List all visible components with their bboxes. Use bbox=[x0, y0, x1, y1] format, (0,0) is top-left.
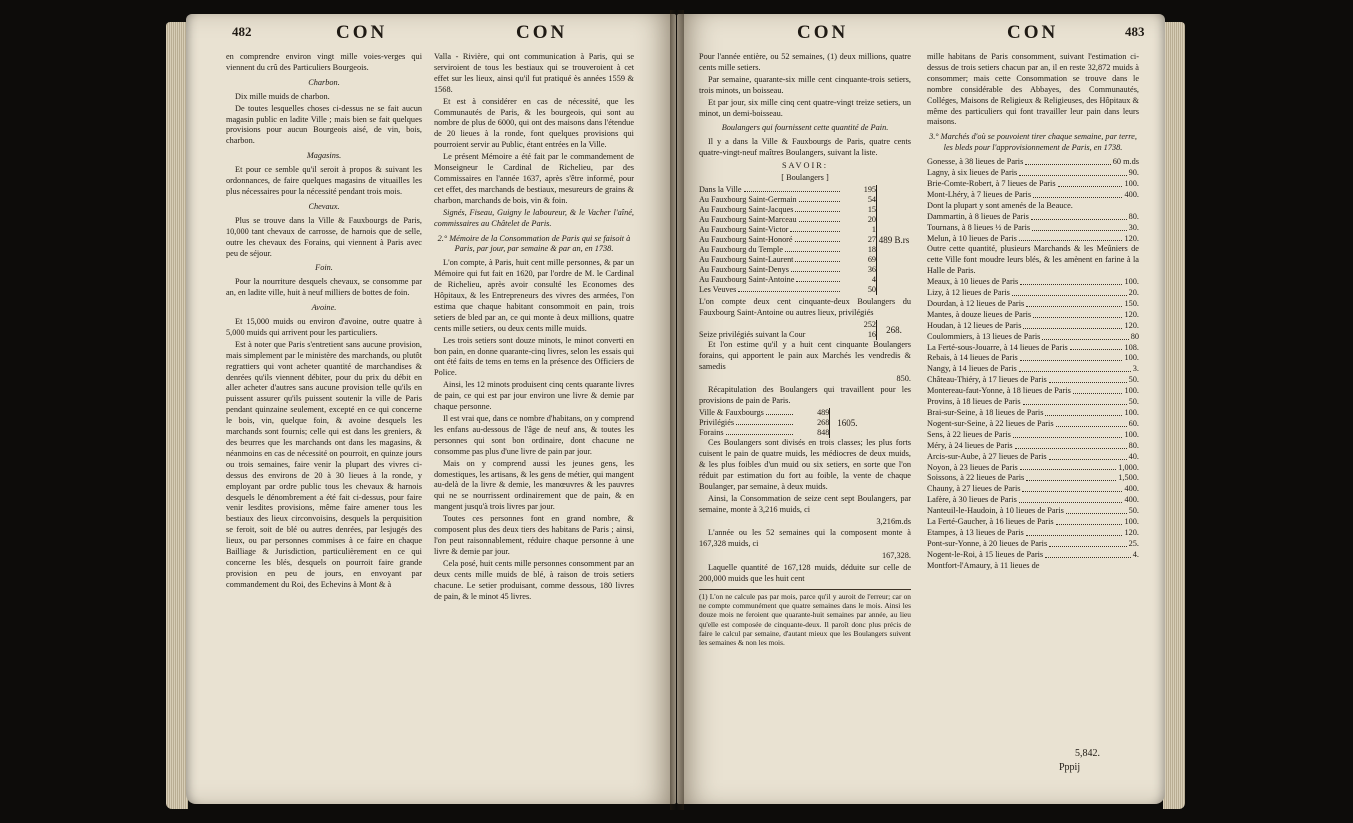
market-label: Brie-Comte-Robert, à 7 lieues de Paris bbox=[927, 178, 1056, 188]
market-label: Lafère, à 30 lieues de Paris bbox=[927, 495, 1017, 505]
market-value: 60. bbox=[1128, 418, 1139, 428]
market-label: Mantes, à douze lieues de Paris bbox=[927, 309, 1032, 319]
market-value: 25. bbox=[1128, 538, 1139, 548]
paragraph: L'année ou les 52 semaines qui la composent monte à 167,328 muids, ci bbox=[699, 528, 911, 549]
market-value: 60 m.ds bbox=[1112, 157, 1139, 167]
market-value: 80. bbox=[1128, 211, 1139, 221]
privileged-list bbox=[699, 320, 911, 340]
paragraph: Et pour ce semble qu'il seroit à propos & suivant les ordonnances, de faire quelques magasins de vituailles les plus nécessaires pour la nécessité pendant trois mois. bbox=[226, 165, 422, 196]
market-row bbox=[927, 506, 1139, 517]
market-label: Montfort-l'Amaury, à 11 lieues de bbox=[927, 560, 1040, 570]
market-row bbox=[927, 244, 1139, 277]
market-value: 400. bbox=[1124, 484, 1139, 494]
market-value: 1,000. bbox=[1118, 462, 1139, 472]
page-number: 483 bbox=[1125, 24, 1145, 39]
market-label: Coulommiers, à 13 lieues de Paris bbox=[927, 331, 1041, 341]
paragraph: Est à noter que Paris s'entretient sans aucune provision, mais simplement par le ministère des marchands, ou plutôt regrattiers qui vont acheter quantité de marchandises & denrées qu'ils viennent débiter, pour du prix du débit en aller acheter d'autres sans aucune provision telle qu'ils en puissent assurer qu'ils puissent soutenir la ville de Paris pendant quinzaine seulement, excepté en ce qui concerne le bois, vin, quelque foin, & avoine desquels les marchands sont fournis; celle qui est dans les greniers, & des beurres que les marchands ont dans les magasins, & néanmoins en cas de nécessité on pourroit, en quinze jours ou trois semaines, faire venir la plupart des vivres ci-dessus des environs de 20 à 30 lieues à la ronde, y employant par ordre public tous les chevaux & harnois desquels le dénombrement a été fait ci-dessus, pour faire venir lesdites provisions, même faire amener tous les bestiaux des lieux circonvoisins, desquels la perquisition se feroit, soit de blé ou autres denrées, par lesjugés des lieux, ou par personnes commises à ce faire en chaque Bailliage & Jurisdiction, particulièrement en ce qui concerne les blés, desquels on pourroit faire grande provision en peu de jours, en envoyant par commandement du Roi, des Echevins à Mont & à bbox=[226, 339, 422, 589]
market-label: Pont-sur-Yonne, à 20 lieues de Paris bbox=[927, 538, 1048, 548]
running-head: CON bbox=[336, 22, 388, 43]
bakers-heading: [ Boulangers ] bbox=[781, 173, 829, 183]
value: 54 bbox=[867, 194, 876, 204]
market-label: Montereau-faut-Yonne, à 18 lieues de Paris bbox=[927, 386, 1071, 396]
market-value: 80. bbox=[1128, 440, 1139, 450]
market-row bbox=[927, 430, 1139, 441]
market-row bbox=[927, 310, 1139, 321]
value: 252 bbox=[863, 319, 876, 329]
label: Privilégiés bbox=[699, 418, 735, 428]
market-row bbox=[927, 234, 1139, 245]
value: 27 bbox=[867, 234, 876, 244]
paragraph: Ces Boulangers sont divisés en trois classes; les plus forts cuisent le pain de quatre muids, les médiocres de deux muids, & les plus foibles d'un muid ou six setiers, en sorte que l'on réduit par estimation du fort au foible, la vente de chaque Boulanger, par semaine, à deux muids. bbox=[699, 438, 911, 491]
value: 268 bbox=[817, 418, 830, 428]
market-row bbox=[927, 332, 1139, 343]
market-value: 90. bbox=[1128, 168, 1139, 178]
label: Au Fauxbourg Saint-Germain bbox=[699, 194, 797, 204]
label: Au Fauxbourg Saint-Laurent bbox=[699, 254, 794, 264]
market-value: 100. bbox=[1124, 178, 1139, 188]
market-row bbox=[927, 528, 1139, 539]
paragraph: L'on compte deux cent cinquante-deux Boulangers du Fauxbourg Saint-Antoine ou autres lieux, privilégiés bbox=[699, 296, 911, 317]
list-label bbox=[699, 185, 842, 195]
value: 69 bbox=[867, 254, 876, 264]
list-item bbox=[699, 408, 864, 418]
signature-mark: Pppij bbox=[1059, 762, 1081, 773]
paragraph: Signés, Fiseau, Guigny le laboureur, & le Vacher l'aîné, commissaires au Châtelet de Paris. bbox=[434, 207, 634, 228]
market-label: Chauny, à 27 lieues de Paris bbox=[927, 484, 1021, 494]
value: 50 bbox=[867, 284, 876, 294]
paragraph: Pour la nourriture desquels chevaux, se consomme par an, en ladite ville, huit à neuf milliers de bottes de foin. bbox=[226, 277, 422, 298]
sum-note: 5,842. bbox=[1075, 748, 1100, 759]
market-row bbox=[927, 299, 1139, 310]
market-value: 100. bbox=[1124, 408, 1139, 417]
label: Les Veuves bbox=[699, 284, 737, 294]
left-column-2 bbox=[434, 52, 634, 603]
paragraph: Et par jour, six mille cinq cent quatre-vingt treize setiers, un minot, un demi-boisseau. bbox=[699, 97, 911, 118]
paragraph: Cela posé, huit cents mille personnes consomment par an deux cents mille muids de blé, à raison de trois setiers chacune. Le setier produisant, comme dessous, 180 livres de pain, & le minot 45 livres. bbox=[434, 558, 634, 601]
list-label bbox=[699, 205, 842, 215]
label: Au Fauxbourg Saint-Antoine bbox=[699, 274, 795, 284]
list-label bbox=[699, 245, 842, 255]
market-value: 120. bbox=[1124, 320, 1139, 330]
market-label: Rebais, à 14 lieues de Paris bbox=[927, 353, 1018, 363]
market-label: Etampes, à 13 lieues de Paris bbox=[927, 527, 1024, 537]
label: Au Fauxbourg Saint-Denys bbox=[699, 264, 789, 274]
market-label: Château-Thiéry, à 17 lieues de Paris bbox=[927, 375, 1047, 385]
market-value: 80 bbox=[1130, 331, 1139, 341]
market-label: Brai-sur-Seine, à 18 lieues de Paris bbox=[927, 408, 1044, 417]
market-value: 120. bbox=[1124, 527, 1139, 537]
list-label bbox=[699, 428, 795, 438]
list-item bbox=[699, 185, 911, 195]
market-value: 100. bbox=[1124, 429, 1139, 439]
recap-total: 1605. bbox=[830, 408, 865, 438]
value: 20 bbox=[867, 214, 876, 224]
list-label bbox=[699, 265, 842, 275]
right-column-2 bbox=[927, 52, 1139, 572]
right-page bbox=[677, 14, 1165, 804]
market-label: Nangy, à 14 lieues de Paris bbox=[927, 364, 1017, 374]
section-heading: 2.° Mémoire de la Consommation de Paris qui se faisoit à Paris, par jour, par semaine & par an, en 1738. bbox=[437, 233, 631, 254]
market-value: 400. bbox=[1124, 495, 1139, 505]
market-label: Dourdan, à 12 lieues de Paris bbox=[927, 298, 1025, 308]
right-column-1 bbox=[699, 52, 911, 647]
market-row bbox=[927, 190, 1139, 201]
value: 4 bbox=[871, 274, 876, 284]
market-row bbox=[927, 168, 1139, 179]
market-value: 3. bbox=[1132, 364, 1139, 374]
paragraph: L'on compte, à Paris, huit cent mille personnes, & par un Mémoire qui fut fait en 1620, par l'ordre de M. le Cardinal de Richelieu, après avoir consulté les Economes des Hôpitaux, & les Entrepreneurs des vivres des armées, l'on estima que chaque habitant consommoit en pain, trois setiers de bled par an, ce qui monte à deux millions, quatre cents mille setiers, ou deux cents mille muids. bbox=[434, 258, 634, 333]
savoir-label: SAVOIR: bbox=[781, 161, 829, 171]
label: Dans la Ville bbox=[699, 184, 742, 194]
market-value: 4. bbox=[1132, 549, 1139, 559]
section-heading: Magasins. bbox=[306, 151, 342, 161]
market-label: Gonesse, à 38 lieues de Paris bbox=[927, 157, 1024, 167]
paragraph: en comprendre environ vingt mille voies-verges qui viennent du crû des Particuliers Bourgeois. bbox=[226, 52, 422, 72]
market-row bbox=[927, 517, 1139, 528]
paragraph: Ainsi, la Consommation de seize cent sept Boulangers, par semaine, monte à 3,216 muids, ci bbox=[699, 493, 911, 514]
paragraph: Et 15,000 muids ou environ d'avoine, outre quatre à 5,000 muids qui arrivent pour les particuliers. bbox=[226, 317, 422, 337]
label: Au Fauxbourg Saint-Jacques bbox=[699, 204, 794, 214]
market-row bbox=[927, 408, 1139, 419]
market-value: 30. bbox=[1128, 222, 1139, 232]
label: Au Fauxbourg Saint-Marceau bbox=[699, 214, 797, 224]
paragraph: Les trois setiers sont douze minots, le minot converti en bon pain, en donne quarante-cinq livres, selon les essais qui ont été faits de tems en tems en la présence des Officiers de Police. bbox=[434, 335, 634, 378]
market-label: Soissons, à 22 lieues de Paris bbox=[927, 473, 1025, 483]
market-row bbox=[927, 441, 1139, 452]
paragraph: Dix mille muids de charbon. bbox=[235, 91, 330, 101]
market-label: Lagny, à six lieues de Paris bbox=[927, 168, 1018, 178]
market-value: 120. bbox=[1124, 309, 1139, 319]
market-label: Tournans, à 8 lieues ½ de Paris bbox=[927, 222, 1031, 232]
market-label: Nogent-le-Roi, à 15 lieues de Paris bbox=[927, 549, 1044, 559]
market-value: 50. bbox=[1128, 375, 1139, 385]
value: 850. bbox=[896, 373, 911, 383]
market-row bbox=[927, 321, 1139, 332]
paragraph: Récapitulation des Boulangers qui travaillent pour les provisions de pain de Paris. bbox=[699, 385, 911, 406]
market-label: Meaux, à 10 lieues de Paris bbox=[927, 277, 1019, 287]
value: 489 bbox=[817, 408, 830, 418]
paragraph: Laquelle quantité de 167,128 muids, déduite sur celle de 200,000 muids que les huit cent bbox=[699, 563, 911, 584]
left-page bbox=[186, 14, 676, 804]
list-label bbox=[699, 215, 842, 225]
value: 15 bbox=[867, 204, 876, 214]
label: Seize privilégiés suivant la Cour bbox=[699, 329, 806, 339]
running-head: CON bbox=[516, 22, 568, 43]
market-label: Houdan, à 12 lieues de Paris bbox=[927, 320, 1022, 330]
value: 1 bbox=[871, 224, 876, 234]
market-value: 50. bbox=[1128, 506, 1139, 516]
running-head: CON bbox=[1007, 22, 1059, 43]
running-head: CON bbox=[797, 22, 849, 43]
market-row bbox=[927, 419, 1139, 430]
market-row bbox=[927, 484, 1139, 495]
list-total: 489 B.rs bbox=[877, 185, 912, 295]
paragraph: Valla - Rivière, qui ont communication à Paris, qui se serviroient de tous les bestiaux qui se trouveroient à cet effet sur les lieux, ainsi qu'il fut pratiqué ès années 1559 & 1568. bbox=[434, 52, 634, 94]
list-label bbox=[699, 225, 842, 235]
market-row bbox=[927, 364, 1139, 375]
paragraph: Il est vrai que, dans ce nombre d'habitans, on y comprend les enfans au-dessous de l'âge de neuf ans, & toutes les personnes qui sont bon ordinaire, dont chacune ne consomme pas plus d'une livre de pain par jour. bbox=[434, 414, 634, 456]
market-row bbox=[927, 495, 1139, 506]
left-column-1 bbox=[226, 52, 422, 592]
market-row bbox=[927, 353, 1139, 364]
label: Forains bbox=[699, 428, 724, 438]
market-row bbox=[927, 473, 1139, 484]
market-value: 20. bbox=[1128, 288, 1139, 298]
markets-list bbox=[927, 157, 1139, 571]
list-label bbox=[699, 408, 795, 418]
market-label: La Ferté-sous-Jouarre, à 14 lieues de Paris bbox=[927, 342, 1068, 352]
label: Au Fauxbourg Saint-Victor bbox=[699, 224, 789, 234]
market-value: 108. bbox=[1124, 342, 1139, 352]
section-heading: Boulangers qui fournissent cette quantité de Pain. bbox=[721, 123, 889, 133]
section-heading: Charbon. bbox=[308, 77, 340, 87]
market-value: 100. bbox=[1124, 277, 1139, 287]
paragraph: Plus se trouve dans la Ville & Fauxbourgs de Paris, 10,000 tant chevaux de carrosse, de harnois que de selle, outre les chevaux des Forains, qui viennent à Paris avec peu de séjour. bbox=[226, 215, 422, 258]
market-label: Outre cette quantité, plusieurs Marchands & les Meûniers de cette Ville font moudre leurs blés, & les amènent en farine à la Halle de Paris. bbox=[927, 244, 1139, 276]
list-label bbox=[699, 195, 842, 205]
market-label: Provins, à 18 lieues de Paris bbox=[927, 397, 1021, 407]
bakers-list bbox=[699, 185, 911, 295]
paragraph: Ainsi, les 12 minots produisent cinq cents quarante livres de pain, ce qui est par jour environ une livre & demie par chaque personne. bbox=[434, 380, 634, 412]
paragraph: De toutes lesquelles choses ci-dessus ne se fait aucun magasin public en ladite Ville ; mais bien se fait quelques provisions pour aucun Bourgeois aisé, de vin, bois, charbon. bbox=[226, 103, 422, 146]
list-label bbox=[699, 235, 842, 245]
paragraph: Et est à considérer en cas de nécessité, que les Communautés de Paris, & les bourgeois, qui sont au nombre de plus de 6000, qui ont des maisons dans l'étendue de 20 lieues à la ronde, font quelques provisions qui pourroient servir au Public, étant entrées en la Ville. bbox=[434, 96, 634, 150]
market-row bbox=[927, 157, 1139, 168]
list-label bbox=[699, 275, 842, 285]
market-label: Arcis-sur-Aube, à 27 lieues de Paris bbox=[927, 451, 1047, 461]
market-row bbox=[927, 561, 1139, 572]
market-value: 1,500. bbox=[1118, 473, 1139, 483]
section-heading: 3.° Marchés d'où se pouvoient tirer chaque semaine, par terre, les bleds pour l'approvisionnement de Paris, en 1738. bbox=[929, 132, 1137, 153]
paragraph: Mais on y comprend aussi les jeunes gens, les domestiques, les artisans, & les gens de métier, qui mangent au-delà de la livre & demie, les manœuvres & les pauvres qui ne se nourrissent ordinairement que de pain, & en mangent jusqu'à trois livres par jour. bbox=[434, 458, 634, 512]
market-label: Méry, à 24 lieues de Paris bbox=[927, 440, 1013, 450]
section-heading: Chevaux. bbox=[308, 201, 340, 211]
page-number: 482 bbox=[232, 24, 252, 39]
market-label: Sens, à 22 lieues de Paris bbox=[927, 429, 1011, 439]
market-value: 100. bbox=[1124, 517, 1139, 527]
label: Ville & Fauxbourgs bbox=[699, 408, 764, 418]
market-row bbox=[927, 201, 1139, 212]
value: 848 bbox=[817, 428, 830, 438]
market-value: 120. bbox=[1124, 233, 1139, 243]
market-value: 40. bbox=[1128, 451, 1139, 461]
value: 167,328. bbox=[881, 551, 911, 561]
market-label: Lizy, à 12 lieues de Paris bbox=[927, 288, 1010, 298]
market-label: Nanteuil-le-Haudoin, à 10 lieues de Paris bbox=[927, 506, 1064, 516]
market-label: Dammartin, à 8 lieues de Paris bbox=[927, 211, 1029, 221]
list-label bbox=[699, 285, 842, 295]
paragraph: Le présent Mémoire a été fait par le commandement de Monseigneur le Cardinal de Richelieu, par des Commissaires en l'année 1637, après s'être informé, pour cet effet, des marchands de bestiaux, mesureurs de grains & charbon, marchands de bois, vin & foin. bbox=[434, 152, 634, 205]
market-label: Dont la plupart y sont amenés de la Beauce. bbox=[927, 200, 1073, 210]
market-row bbox=[927, 288, 1139, 299]
footnote: (1) L'on ne calcule pas par mois, parce qu'il y auroit de l'erreur; car on ne compte communément que quatre semaines dans le mois. Ainsi les douze mois ne feroient que quarante-huit semaines par année, au lieu qu'elle est composée de cinquante-deux. Il paroît donc plus précis de faire le calcul par semaine, d'autant mieux que les Boulangers suivent les semaines & non les mois. bbox=[699, 589, 911, 647]
value: 195 bbox=[863, 184, 876, 194]
recap-list bbox=[699, 408, 864, 438]
market-row bbox=[927, 386, 1139, 397]
paragraph: Par semaine, quarante-six mille cent cinquante-trois setiers, trois minots, un boisseau. bbox=[699, 74, 911, 95]
section-heading: Foin. bbox=[315, 263, 333, 273]
market-value: 100. bbox=[1124, 353, 1139, 363]
label: Au Fauxbourg Saint-Honoré bbox=[699, 234, 793, 244]
list-label bbox=[699, 418, 795, 428]
market-label: Noyon, à 23 lieues de Paris bbox=[927, 462, 1018, 472]
label: Au Fauxbourg du Temple bbox=[699, 244, 783, 254]
left-fore-edge bbox=[166, 22, 188, 809]
value: 18 bbox=[867, 244, 876, 254]
value: 3,216m.ds bbox=[876, 516, 911, 526]
right-fore-edge bbox=[1163, 22, 1185, 809]
market-row bbox=[927, 550, 1139, 561]
paragraph: Pour l'année entière, ou 52 semaines, (1) deux millions, quatre cents mille setiers. bbox=[699, 52, 911, 72]
market-label: La Ferté-Gaucher, à 16 lieues de Paris bbox=[927, 517, 1054, 527]
paragraph: Il y a dans la Ville & Fauxbourgs de Paris, quatre cents quatre-vingt-neuf maîtres Boulangers, suivant la liste. bbox=[699, 137, 911, 158]
market-label: Melun, à 10 lieues de Paris bbox=[927, 233, 1017, 243]
market-row bbox=[927, 223, 1139, 234]
market-value: 150. bbox=[1124, 298, 1139, 308]
market-value: 50. bbox=[1128, 397, 1139, 407]
market-row bbox=[927, 212, 1139, 223]
book-gutter bbox=[670, 10, 684, 810]
market-row bbox=[927, 179, 1139, 190]
market-row bbox=[927, 463, 1139, 474]
market-row bbox=[927, 452, 1139, 463]
paragraph: Toutes ces personnes font en grand nombre, & composent plus des deux tiers des habitans de Paris ; ainsi, l'on peut raisonnablement, réduire chaque personne à une livre & demie par jour. bbox=[434, 514, 634, 556]
market-label: Mont-Lhéry, à 7 lieues de Paris bbox=[927, 189, 1032, 199]
value: 16 bbox=[867, 329, 876, 339]
paragraph: mille habitans de Paris consomment, suivant l'estimation ci-dessus de trois setiers chacun par an, il en reste 32,872 muids à consommer; mais cette Consommation se trouve dans le nombre considérable des Abbayes, des Communautés, Colléges, Maisons de Religieux & Religieuses, des Hôpitaux & même des particuliers qui font travailler leur pain dans leurs maisons. bbox=[927, 52, 1139, 127]
market-row bbox=[927, 277, 1139, 288]
market-row bbox=[927, 397, 1139, 408]
market-row bbox=[927, 343, 1139, 354]
market-row bbox=[927, 375, 1139, 386]
value: 36 bbox=[867, 264, 876, 274]
group-total: 268. bbox=[877, 320, 912, 340]
section-heading: Avoine. bbox=[311, 303, 337, 313]
list-label bbox=[699, 255, 842, 265]
market-value: 400. bbox=[1124, 189, 1139, 199]
market-label: Nogent-sur-Seine, à 22 lieues de Paris bbox=[927, 418, 1054, 428]
market-value: 100. bbox=[1124, 386, 1139, 396]
paragraph: Et l'on estime qu'il y a huit cent cinquante Boulangers forains, qui apportent le pain aux Marchés les vendredis & samedis bbox=[699, 339, 911, 371]
market-row bbox=[927, 539, 1139, 550]
